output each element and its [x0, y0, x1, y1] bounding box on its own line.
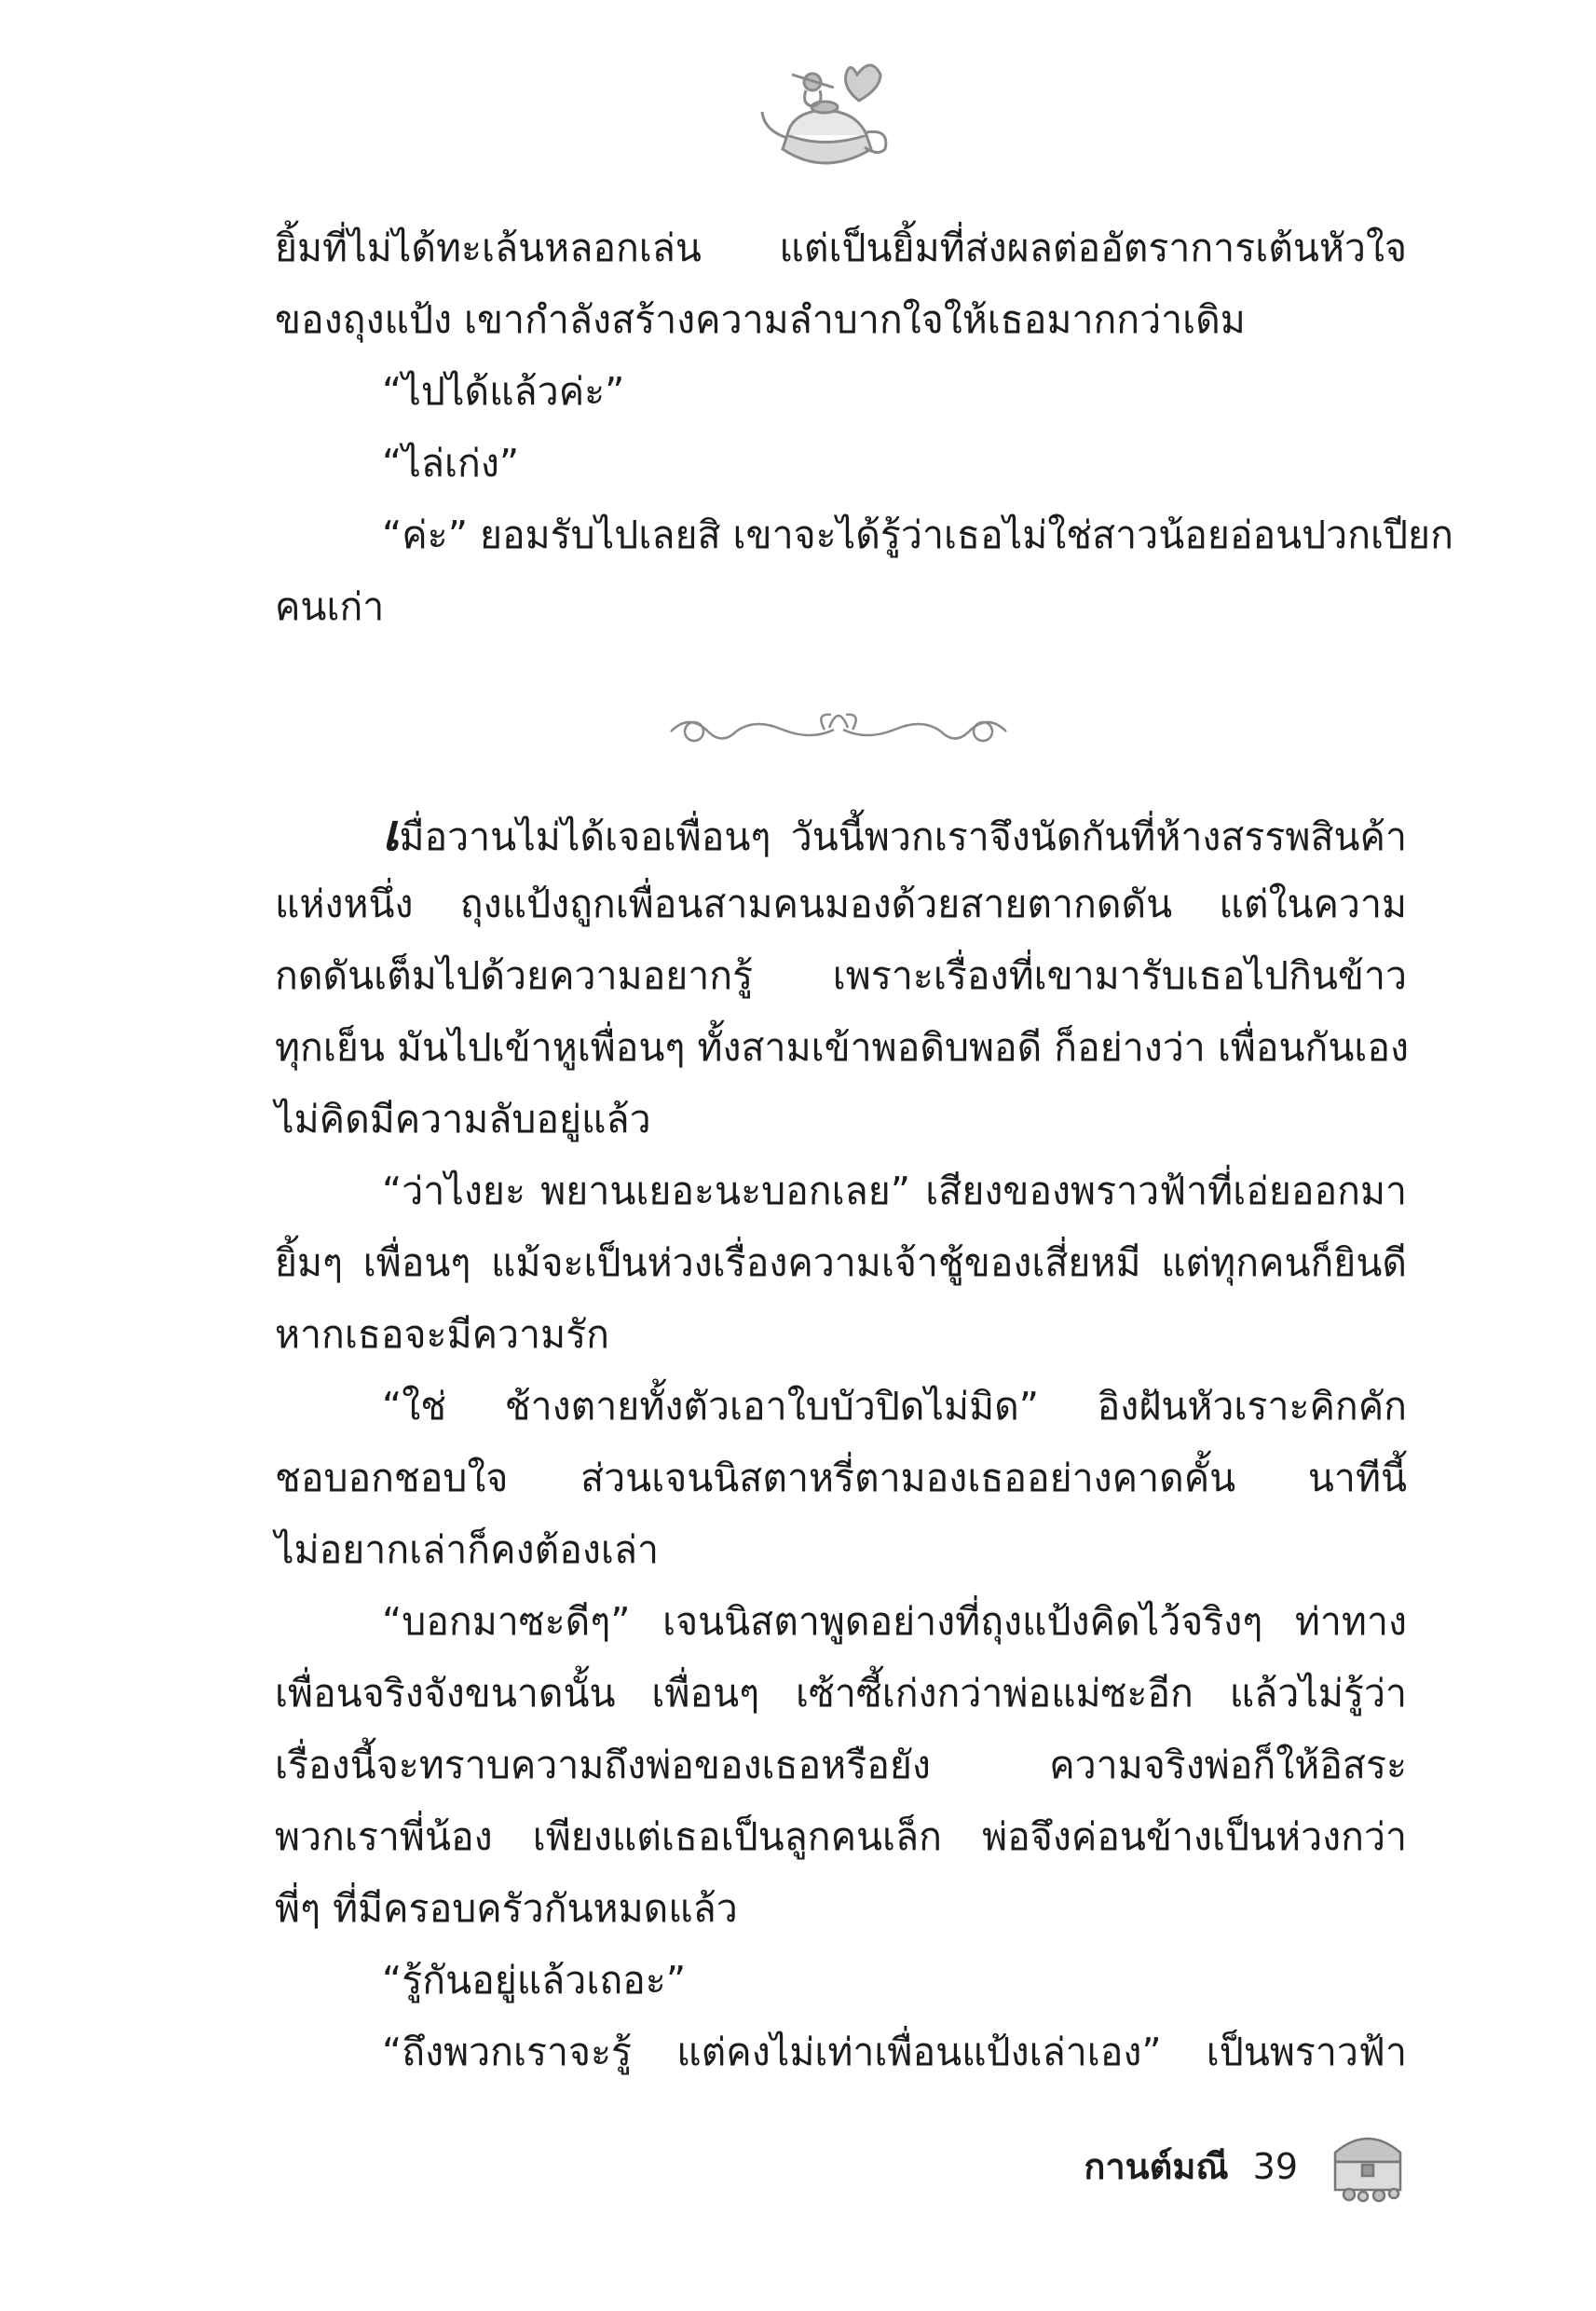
text-line: เพื่อนจริงจังขนาดนั้น เพื่อนๆ เซ้าซี้เก่งกว่าพ่อแม่ซะอีก แล้วไม่รู้ว่า	[275, 1671, 1407, 1716]
text-line: “บอกมาซะดีๆ” เจนนิสตาพูดอย่างที่ถุงแป้งคิดไว้จริงๆ ท่าทาง	[382, 1599, 1407, 1644]
text-block-top	[275, 212, 1453, 643]
text-line	[275, 797, 1407, 868]
text-line: “ค่ะ” ยอมรับไปเลยสิ เขาจะได้รู้ว่าเธอไม่ใช่สาวน้อยอ่อนปวกเปียก	[382, 513, 1453, 557]
text-line: พวกเราพี่น้อง เพียงแต่เธอเป็นลูกคนเล็ก พ่อจึงค่อนข้างเป็นห่วงกว่า	[275, 1814, 1407, 1859]
text-line: ของถุงแป้ง เขากำลังสร้างความลำบากใจให้เธอมากกว่าเดิม	[275, 297, 1246, 342]
text-line: “ว่าไงยะ พยานเยอะนะบอกเลย” เสียงของพราวฟ้าที่เอ่ยออกมา	[382, 1169, 1407, 1213]
text-line: ไม่คิดมีความลับอยู่แล้ว	[275, 1097, 651, 1142]
drop-cap-paragraph-line	[275, 797, 1407, 868]
text-line: “ถึงพวกเราจะรู้ แต่คงไม่เท่าเพื่อนแป้งเล่าเอง” เป็นพราวฟ้า	[382, 2030, 1407, 2074]
text-line: “ไล่เก่ง”	[382, 441, 520, 485]
text-line: “รู้กันอยู่แล้วเถอะ”	[382, 1958, 687, 2003]
text-line: ทุกเย็น มันไปเข้าหูเพื่อนๆ ทั้งสามเข้าพอดิบพอดี ก็อย่างว่า เพื่อนกันเอง	[275, 1025, 1410, 1070]
text-line: แห่งหนึ่ง ถุงแป้งถูกเพื่อนสามคนมองด้วยสายตากดดัน แต่ในความ	[275, 882, 1407, 926]
page-footer	[1084, 2134, 1298, 2199]
text-line: ชอบอกชอบใจ ส่วนเจนนิสตาหรี่ตามองเธออย่างคาดคั้น นาทีนี้	[275, 1456, 1407, 1500]
text-line: ยิ้มที่ไม่ได้ทะเล้นหลอกเล่น แต่เป็นยิ้มที่ส่งผลต่ออัตราการเต้นหัวใจ	[275, 226, 1407, 270]
text-line: “ใช่ ช้างตายทั้งตัวเอาใบบัวปิดไม่มิด” อิงฝันหัวเราะคิกคัก	[382, 1384, 1407, 1429]
text-line: หากเธอจะมีความรัก	[275, 1312, 609, 1357]
drop-cap: เ	[382, 803, 400, 862]
text-line: ยิ้มๆ เพื่อนๆ แม้จะเป็นห่วงเรื่องความเจ้าชู้ของเสี่ยหมี แต่ทุกคนก็ยินดี	[275, 1240, 1407, 1285]
text-line: “ไปได้แล้วค่ะ”	[382, 369, 625, 414]
teapot-cupid-icon	[755, 47, 894, 186]
treasure-chest-icon	[1321, 2111, 1414, 2204]
text-line: ไม่อยากเล่าก็คงต้องเล่า	[275, 1527, 660, 1572]
page-number: 39	[1252, 2146, 1298, 2187]
text-line: เรื่องนี้จะทราบความถึงพ่อของเธอหรือยัง ความจริงพ่อก็ให้อิสระ	[275, 1743, 1407, 1787]
text-line: กดดันเต็มไปด้วยความอยากรู้ เพราะเรื่องที่เขามารับเธอไปกินข้าว	[275, 953, 1407, 998]
text-block-bottom	[275, 868, 1410, 2088]
text-line: พี่ๆ ที่มีครอบครัวกันหมดแล้ว	[275, 1886, 738, 1931]
drop-cap-line-rest: มื่อวานไม่ได้เจอเพื่อนๆ วันนี้พวกเราจึงนัดกันที่ห้างสรรพสินค้า	[399, 814, 1407, 859]
ornamental-swirl-divider	[652, 694, 1025, 759]
author-name: กานต์มณี	[1084, 2146, 1229, 2187]
text-line: คนเก่า	[275, 584, 385, 629]
